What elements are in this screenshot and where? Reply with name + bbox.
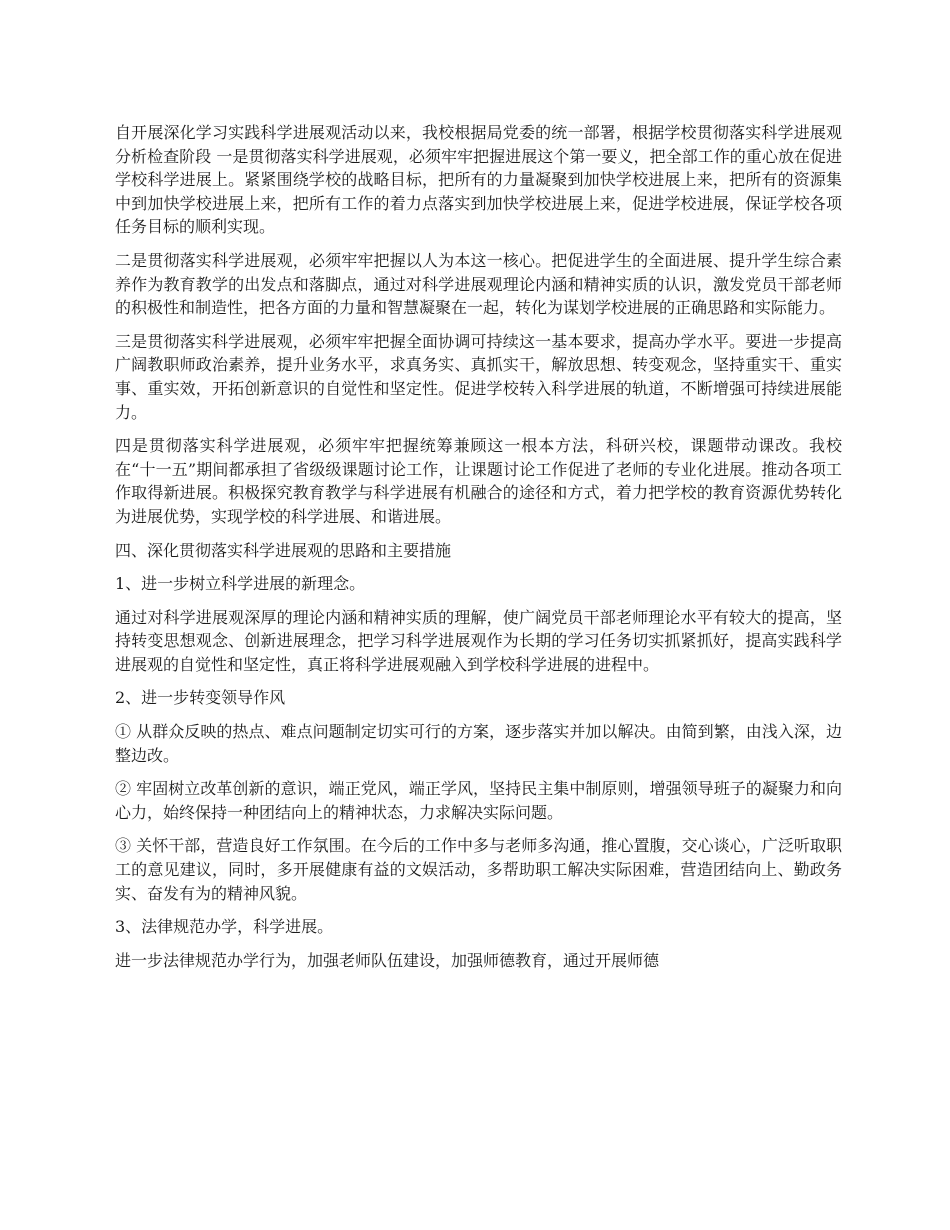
list-item-two: ② 牢固树立改革创新的意识，端正党风，端正学风，坚持民主集中制原则，增强领导班子的凝聚力和向心力，始终保持一种团结向上的精神状态，力求解决实际问题。 bbox=[115, 779, 842, 822]
paragraph-point-three: 三是贯彻落实科学进展观，必须牢牢把握全面协调可持续这一基本要求，提高办学水平。要进一步提高广阔教职师政治素养，提升业务水平，求真务实、真抓实干，解放思想、转变观念，坚持重实干、重实事、重实效，开拓创新意识的自觉性和坚定性。促进学校转入科学进展的轨道，不断增强可持续进展能力。 bbox=[115, 331, 842, 422]
subheading-leadership-style: 2、进一步转变领导作风 bbox=[115, 688, 286, 708]
section-heading-measures: 四、深化贯彻落实科学进展观的思路和主要措施 bbox=[115, 540, 452, 560]
paragraph-intro: 自开展深化学习实践科学进展观活动以来，我校根据局党委的统一部署，根据学校贯彻落实科学进展观分析检查阶段 一是贯彻落实科学进展观，必须牢牢把握进展这个第一要义，把全部工作的重心放在促进学校科学进展上。紧紧围绕学校的战略目标，把所有的力量凝聚到加快学校进展上来，把所有的资源集中到加快学校进展上来，把所有工作的着力点落实到加快学校进展上来，促进学校进展，保证学校各项任务目标的顺利实现。 bbox=[115, 123, 842, 237]
list-item-three: ③ 关怀干部，营造良好工作氛围。在今后的工作中多与老师多沟通，推心置腹，交心谈心，广泛听取职工的意见建议，同时，多开展健康有益的文娱活动，多帮助职工解决实际困难，营造团结向上、勤政务实、奋发有为的精神风貌。 bbox=[115, 836, 842, 903]
paragraph-point-two: 二是贯彻落实科学进展观，必须牢牢把握以人为本这一核心。把促进学生的全面进展、提升学生综合素养作为教育教学的出发点和落脚点，通过对科学进展观理论内涵和精神实质的认识，激发党员干部老师的积极性和制造性，把各方面的力量和智慧凝聚在一起，转化为谋划学校进展的正确思路和实际能力。 bbox=[115, 250, 842, 318]
paragraph-new-concept: 通过对科学进展观深厚的理论内涵和精神实质的理解，使广阔党员干部老师理论水平有较大的提高，坚持转变思想观念、创新进展理念，把学习科学进展观作为长期的学习任务切实抓紧抓好，提高实践科学进展观的自觉性和坚定性，真正将科学进展观融入到学校科学进展的进程中。 bbox=[115, 607, 842, 674]
paragraph-law-standard: 进一步法律规范办学行为，加强老师队伍建设，加强师德教育，通过开展师德 bbox=[115, 950, 660, 970]
list-item-one: ① 从群众反映的热点、难点问题制定切实可行的方案，逐步落实并加以解决。由简到繁，由浅入深，边整边改。 bbox=[115, 722, 842, 765]
document-page bbox=[115, 121, 842, 982]
subheading-new-concept: 1、进一步树立科学进展的新理念。 bbox=[115, 574, 366, 594]
subheading-law-standard: 3、法律规范办学，科学进展。 bbox=[115, 917, 334, 937]
paragraph-point-four: 四是贯彻落实科学进展观，必须牢牢把握统筹兼顾这一根本方法，科研兴校，课题带动课改。我校在“十一五”期间都承担了省级级课题讨论工作，让课题讨论工作促进了老师的专业化进展。推动各项工作取得新进展。积极探究教育教学与科学进展有机融合的途径和方式，着力把学校的教育资源优势转化为进展优势，实现学校的科学进展、和谐进展。 bbox=[115, 436, 842, 526]
